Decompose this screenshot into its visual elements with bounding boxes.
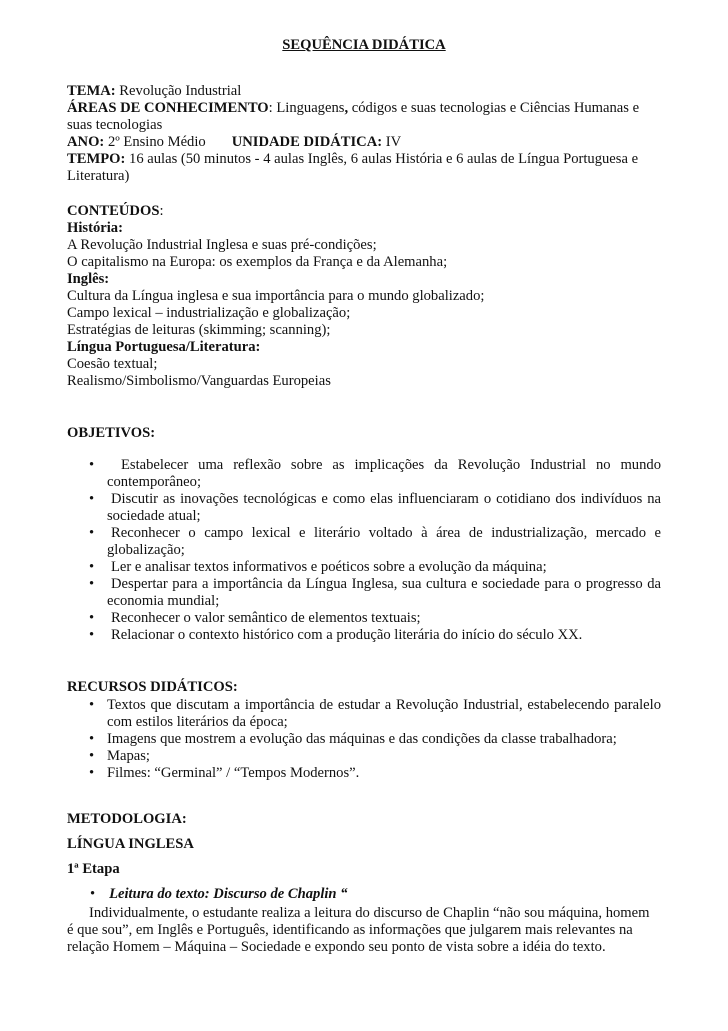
tema-line [67,83,661,100]
leitura-item [90,886,348,903]
bullet-icon: • [89,731,95,747]
unidade-label: UNIDADE DIDÁTICA: [231,134,383,150]
bullet-icon: • [89,559,95,575]
areas-value-1: : Linguagens [268,100,345,116]
lingua-inglesa-heading: LÍNGUA INGLESA [67,836,194,852]
objetivo-item: • Ler e analisar textos informativos e poéticos sobre a evolução da máquina; [89,559,547,575]
ano-line [67,134,661,151]
objetivo-item: • Discutir as inovações tecnológicas e como elas influenciaram o cotidiano dos indivíduos na sociedade atual; [89,491,661,524]
recurso-item: • Imagens que mostrem a evolução das máquinas e das condições da classe trabalhadora; [89,731,617,747]
tempo-line-2: Literatura) [67,168,130,184]
recurso-item: • Textos que discutam a importância de estudar a Revolução Industrial, estabelecendo paralelo com estilos literários da época; [89,697,661,730]
bullet-icon: • [89,491,95,507]
paragraph-line: Individualmente, o estudante realiza a leitura do discurso de Chaplin “não sou máquina, homem [89,905,650,921]
bullet-icon: • [89,610,95,626]
tema-label: TEMA: [67,83,116,99]
historia-item: A Revolução Industrial Inglesa e suas pré-condições; [67,237,377,253]
bullet-icon: • [89,765,95,781]
areas-value-2: códigos e suas tecnologias e Ciências Humanas e [348,100,640,116]
historia-label: História: [67,220,123,236]
ingles-item: Campo lexical – industrialização e globalização; [67,305,351,321]
recurso-item: • Mapas; [89,748,150,764]
objetivo-item: • Despertar para a importância da Língua Inglesa, sua cultura e sociedade para o progresso da economia mundial; [89,576,661,609]
objetivo-item: • Reconhecer o campo lexical e literário voltado à área de industrialização, mercado e globalização; [89,525,661,558]
recurso-item: • Filmes: “Germinal” / “Tempos Modernos”. [89,765,360,781]
objetivo-item: • Reconhecer o valor semântico de elementos textuais; [89,610,421,626]
metodologia-paragraph [67,905,667,956]
document-title: SEQUÊNCIA DIDÁTICA [282,37,446,53]
bullet-icon: • [89,627,95,643]
bullet-icon: • [89,457,95,473]
bullet-icon: • [89,748,95,764]
tempo-value-1: 16 aulas (50 minutos - 4 aulas Inglês, 6 aulas História e 6 aulas de Língua Portuguesa e [125,151,639,167]
portugues-item: Realismo/Simbolismo/Vanguardas Europeias [67,373,331,389]
historia-item: O capitalismo na Europa: os exemplos da França e da Alemanha; [67,254,448,270]
ingles-item: Estratégias de leituras (skimming; scanning); [67,322,331,338]
portugues-label: Língua Portuguesa/Literatura: [67,339,261,355]
ano-label: ANO: [67,134,105,150]
bullet-icon: • [90,886,96,902]
portugues-item: Coesão textual; [67,356,158,372]
areas-label: ÁREAS DE CONHECIMENTO [67,100,269,116]
areas-line-2: suas tecnologias [67,117,163,133]
objetivos-heading: OBJETIVOS: [67,425,156,441]
areas-line [67,100,661,117]
bullet-icon: • [89,576,95,592]
ingles-item: Cultura da Língua inglesa e sua importância para o mundo globalizado; [67,288,485,304]
bullet-icon: • [89,697,95,713]
header-info [67,83,661,185]
paragraph-line: relação Homem – Máquina – Sociedade e expondo seu ponto de vista sobre a idéia do texto. [67,939,606,955]
ingles-label: Inglês: [67,271,110,287]
tempo-label: TEMPO: [67,151,126,167]
paragraph-line: é que sou”, em Inglês e Português, identificando as informações que julgarem mais relevantes na [67,922,633,938]
etapa-heading: 1ª Etapa [67,861,120,877]
recursos-heading: RECURSOS DIDÁTICOS: [67,679,238,695]
tema-value: Revolução Industrial [115,83,242,99]
conteudos-heading: CONTEÚDOS [67,203,160,219]
conteudos-colon: : [159,203,164,219]
unidade-value: IV [382,134,402,150]
bullet-icon: • [89,525,95,541]
leitura-label: Leitura do texto: Discurso de Chaplin “ [109,886,348,902]
conteudos-heading-line [67,203,661,220]
ano-value: 2º Ensino Médio [104,134,206,150]
conteudos-section [67,203,661,390]
tempo-line [67,151,661,168]
areas-comma: , [344,100,349,116]
objetivo-item: • Estabelecer uma reflexão sobre as implicações da Revolução Industrial no mundo contemporâneo; [89,457,661,490]
recursos-list [86,697,661,782]
metodologia-heading: METODOLOGIA: [67,811,187,827]
objetivos-list [86,457,661,644]
objetivo-item: • Relacionar o contexto histórico com a produção literária do início do século XX. [89,627,583,643]
